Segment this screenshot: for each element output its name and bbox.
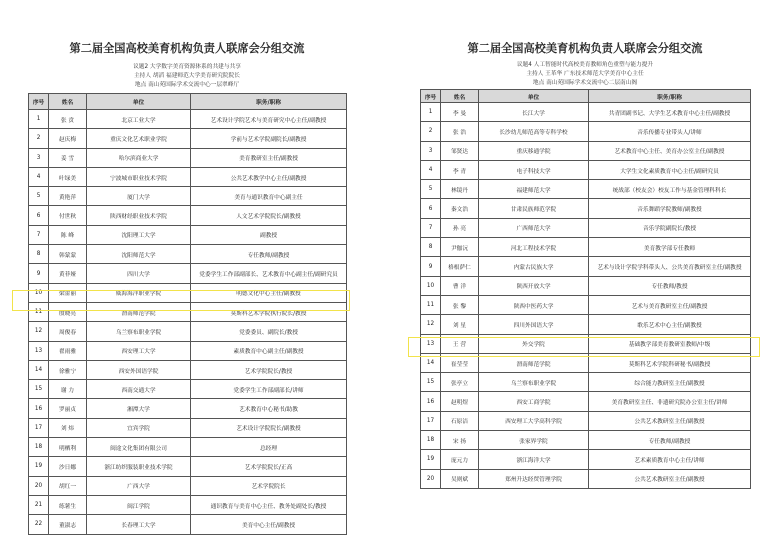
person-name-cell: 赵庆梅 <box>49 129 87 148</box>
table-row <box>421 141 751 160</box>
position-title-cell: 莫斯科艺术学院执行院长/教授 <box>191 302 347 321</box>
position-title-cell: 艺术学院院长 <box>191 476 347 495</box>
row-number-cell: 19 <box>29 457 49 476</box>
table-row <box>29 476 347 495</box>
organization-cell: 乌兰察布职业学院 <box>87 322 191 341</box>
table-row <box>29 167 347 186</box>
organization-cell: 湘潭大学 <box>87 399 191 418</box>
row-number-cell: 20 <box>421 469 441 488</box>
table-row <box>29 341 347 360</box>
row-number-cell: 4 <box>421 160 441 179</box>
organization-cell: 威海海洋职业学院 <box>87 283 191 302</box>
row-number-cell: 7 <box>29 225 49 244</box>
position-title-cell: 党委委员、副院长/教授 <box>191 322 347 341</box>
person-name-cell: 陈 峰 <box>49 225 87 244</box>
table-header-row <box>421 90 751 103</box>
person-name-cell: 叶绿美 <box>49 167 87 186</box>
organization-cell: 陕西开放大学 <box>479 276 589 295</box>
person-name-cell: 崔莹莹 <box>441 353 479 372</box>
organization-cell: 陕西财经职业技术学院 <box>87 206 191 225</box>
row-number-cell: 7 <box>421 218 441 237</box>
table-row <box>421 315 751 334</box>
organization-cell: 渭南师范学院 <box>479 353 589 372</box>
organization-cell: 西安外国语学院 <box>87 360 191 379</box>
position-title-cell: 歌乐艺术中心主任/副教授 <box>589 315 751 334</box>
organization-cell: 四川外国语大学 <box>479 315 589 334</box>
table-row <box>29 302 347 321</box>
person-name-cell: 王 营 <box>441 334 479 353</box>
organization-cell: 厦门大学 <box>87 187 191 206</box>
person-name-cell: 明栖利 <box>49 438 87 457</box>
organization-cell: 哈尔滨商业大学 <box>87 148 191 167</box>
right-topic: 议题4 人工智能时代高校美育教师角色重塑与能力提升 <box>516 62 654 68</box>
organization-cell: 闽江学院 <box>87 495 191 514</box>
table-row <box>421 334 751 353</box>
person-name-cell: 殷晓亮 <box>49 302 87 321</box>
row-number-cell: 1 <box>29 110 49 129</box>
table-row <box>29 418 347 437</box>
row-number-cell: 13 <box>421 334 441 353</box>
person-name-cell: 格根萨仁 <box>441 257 479 276</box>
position-title-cell: 专任教师/副教授 <box>589 431 751 450</box>
person-name-cell: 吴则斌 <box>441 469 479 488</box>
row-number-cell: 19 <box>421 450 441 469</box>
position-title-cell: 副教授 <box>191 225 347 244</box>
position-title-cell: 艺术与设计学院学科带头人、公共美育教研室主任/副教授 <box>589 257 751 276</box>
row-number-cell: 4 <box>29 167 49 186</box>
position-title-cell: 专任教师/教授 <box>589 276 751 295</box>
position-title-cell: 党委学生工作部副部长、艺术教育中心副主任/副研究员 <box>191 264 347 283</box>
organization-cell: 北京工业大学 <box>87 110 191 129</box>
table-row <box>421 160 751 179</box>
position-title-cell: 美育教学部专任教师 <box>589 238 751 257</box>
position-title-cell: 艺术与美育教研室主任/副教授 <box>589 295 751 314</box>
organization-cell: 重庆文化艺术职业学院 <box>87 129 191 148</box>
person-name-cell: 秦文浩 <box>441 199 479 218</box>
person-name-cell: 曹 洋 <box>441 276 479 295</box>
row-number-cell: 2 <box>421 122 441 141</box>
table-row <box>421 295 751 314</box>
position-title-cell: 党委学生工作部副部长/讲师 <box>191 380 347 399</box>
row-number-cell: 9 <box>421 257 441 276</box>
organization-cell: 郑州升达经贸管理学院 <box>479 469 589 488</box>
table-row <box>29 206 347 225</box>
person-name-cell: 孙 亮 <box>441 218 479 237</box>
position-title-cell: 通识教育与美育中心主任、教务处副处长/教授 <box>191 495 347 514</box>
row-number-cell: 13 <box>29 341 49 360</box>
position-title-cell: 大学生文化素质教育中心主任/副研究员 <box>589 160 751 179</box>
table-row <box>421 122 751 141</box>
position-title-cell: 艺术学院院长/教授 <box>191 360 347 379</box>
position-title-cell: 明德文化中心主任/副教授 <box>191 283 347 302</box>
right-venue: 地点 南山苑国际学术交流中心二层南山阁 <box>532 80 638 86</box>
table-row <box>29 110 347 129</box>
position-title-cell: 艺术设计学院院长/副教授 <box>191 418 347 437</box>
person-name-cell: 林镜丹 <box>441 180 479 199</box>
person-name-cell: 练薯生 <box>49 495 87 514</box>
organization-cell: 长春理工大学 <box>87 515 191 534</box>
row-number-cell: 16 <box>421 392 441 411</box>
row-number-cell: 11 <box>421 295 441 314</box>
row-number-cell: 21 <box>29 495 49 514</box>
table-row <box>421 373 751 392</box>
row-number-cell: 14 <box>421 353 441 372</box>
person-name-cell: 董淑志 <box>49 515 87 534</box>
position-title-cell: 学前与艺术学院副院长/副教授 <box>191 129 347 148</box>
row-number-cell: 15 <box>421 373 441 392</box>
position-title-cell: 公共艺术教研室主任/副教授 <box>589 411 751 430</box>
row-number-cell: 10 <box>421 276 441 295</box>
table-row <box>29 457 347 476</box>
organization-cell: 沈阳理工大学 <box>87 225 191 244</box>
row-number-cell: 2 <box>29 129 49 148</box>
organization-cell: 甘肃民族师范学院 <box>479 199 589 218</box>
table-row <box>421 431 751 450</box>
person-name-cell: 姜 雪 <box>49 148 87 167</box>
position-title-cell: 素质教育中心副主任/副教授 <box>191 341 347 360</box>
organization-cell: 宁波城市职业技术学院 <box>87 167 191 186</box>
person-name-cell: 梁蕾丽 <box>49 283 87 302</box>
person-name-cell: 邹贤达 <box>441 141 479 160</box>
person-name-cell: 翟雨雅 <box>49 341 87 360</box>
table-row <box>29 515 347 534</box>
position-title-cell: 艺术教育中心主任、美育办公室主任/副教授 <box>589 141 751 160</box>
row-number-cell: 17 <box>29 418 49 437</box>
person-name-cell: 庞元力 <box>441 450 479 469</box>
row-number-cell: 3 <box>29 148 49 167</box>
person-name-cell: 张 贲 <box>49 110 87 129</box>
column-header: 序号 <box>421 90 441 103</box>
person-name-cell: 付世秋 <box>49 206 87 225</box>
position-title-cell: 专任教师/副教授 <box>191 245 347 264</box>
position-title-cell: 公共艺术教学中心主任/副教授 <box>191 167 347 186</box>
row-number-cell: 17 <box>421 411 441 430</box>
row-number-cell: 6 <box>421 199 441 218</box>
person-name-cell: 张 浩 <box>441 122 479 141</box>
table-row <box>421 469 751 488</box>
row-number-cell: 20 <box>29 476 49 495</box>
person-name-cell: 徐雅宁 <box>49 360 87 379</box>
row-number-cell: 5 <box>29 187 49 206</box>
left-topic: 议题2 大学数字美育资源体系的共建与共享 <box>133 64 241 70</box>
position-title-cell: 基础教学部美育教研室教师/中级 <box>589 334 751 353</box>
organization-cell: 闽途文化集团有限公司 <box>87 438 191 457</box>
row-number-cell: 12 <box>29 322 49 341</box>
table-row <box>421 180 751 199</box>
column-header: 序号 <box>29 94 49 110</box>
row-number-cell: 14 <box>29 360 49 379</box>
row-number-cell: 16 <box>29 399 49 418</box>
table-row <box>29 245 347 264</box>
position-title-cell: 音乐传播专业带头人/讲师 <box>589 122 751 141</box>
organization-cell: 西安理工大学高科学院 <box>479 411 589 430</box>
person-name-cell: 李 青 <box>441 160 479 179</box>
organization-cell: 西安理工大学 <box>87 341 191 360</box>
table-row <box>421 276 751 295</box>
table-row <box>29 322 347 341</box>
person-name-cell: 宋 扬 <box>441 431 479 450</box>
person-name-cell: 黄菲娅 <box>49 264 87 283</box>
table-row <box>29 187 347 206</box>
person-name-cell: 赵明煜 <box>441 392 479 411</box>
row-number-cell: 1 <box>421 103 441 122</box>
person-name-cell: 李 曼 <box>441 103 479 122</box>
table-row <box>421 392 751 411</box>
column-header: 职务/职称 <box>191 94 347 110</box>
organization-cell: 张家界学院 <box>479 431 589 450</box>
position-title-cell: 艺术素质教育中心主任/讲师 <box>589 450 751 469</box>
position-title-cell: 美育中心主任/副教授 <box>191 515 347 534</box>
row-number-cell: 5 <box>421 180 441 199</box>
organization-cell: 重庆移通学院 <box>479 141 589 160</box>
position-title-cell: 艺术设计学院艺术与美育研究中心主任/副教授 <box>191 110 347 129</box>
person-name-cell: 张 黎 <box>441 295 479 314</box>
column-header: 姓名 <box>441 90 479 103</box>
row-number-cell: 9 <box>29 264 49 283</box>
person-name-cell: 刘 星 <box>441 315 479 334</box>
column-header: 单位 <box>479 90 589 103</box>
row-number-cell: 18 <box>29 438 49 457</box>
person-name-cell: 罗丽贞 <box>49 399 87 418</box>
position-title-cell: 综合能力教研室主任/副教授 <box>589 373 751 392</box>
row-number-cell: 3 <box>421 141 441 160</box>
table-row <box>421 411 751 430</box>
table-row <box>29 495 347 514</box>
table-row <box>421 353 751 372</box>
row-number-cell: 22 <box>29 515 49 534</box>
position-title-cell: 人文艺术学院院长/副教授 <box>191 206 347 225</box>
table-row <box>421 199 751 218</box>
person-name-cell: 黄艳萍 <box>49 187 87 206</box>
table-row <box>29 360 347 379</box>
position-title-cell: 共青团副书记、大学生艺术教育中心主任/副教授 <box>589 103 751 122</box>
organization-cell: 广西师范大学 <box>479 218 589 237</box>
person-name-cell: 谢 力 <box>49 380 87 399</box>
table-row <box>421 103 751 122</box>
organization-cell: 陕西中医药大学 <box>479 295 589 314</box>
position-title-cell: 统战部（校友会）校友工作与基金管理科科长 <box>589 180 751 199</box>
person-name-cell: 刘 炜 <box>49 418 87 437</box>
left-title: 第二届全国高校美育机构负责人联席会分组交流 <box>69 41 305 55</box>
row-number-cell: 18 <box>421 431 441 450</box>
table-row <box>421 218 751 237</box>
organization-cell: 福建师范大学 <box>479 180 589 199</box>
row-number-cell: 8 <box>29 245 49 264</box>
position-title-cell: 莫斯科艺术学院科研秘书/副教授 <box>589 353 751 372</box>
row-number-cell: 15 <box>29 380 49 399</box>
right-host: 主持人 王革华 广东技术师范大学美育中心主任 <box>526 71 644 77</box>
right-title: 第二届全国高校美育机构负责人联席会分组交流 <box>467 41 703 55</box>
left-participant-table <box>28 93 347 535</box>
row-number-cell: 10 <box>29 283 49 302</box>
position-title-cell: 美育教研室主任、非遗研究院办公室主任/讲师 <box>589 392 751 411</box>
table-row <box>29 380 347 399</box>
table-row <box>29 399 347 418</box>
person-name-cell: 张亭立 <box>441 373 479 392</box>
table-row <box>29 225 347 244</box>
person-name-cell: 韩蒙蒙 <box>49 245 87 264</box>
row-number-cell: 12 <box>421 315 441 334</box>
person-name-cell: 石原洁 <box>441 411 479 430</box>
position-title-cell: 音乐舞蹈学院教师/副教授 <box>589 199 751 218</box>
column-header: 姓名 <box>49 94 87 110</box>
organization-cell: 长沙幼儿师范高等专科学校 <box>479 122 589 141</box>
right-participant-table <box>420 89 751 489</box>
organization-cell: 浙江纺织服装职业技术学院 <box>87 457 191 476</box>
table-row <box>29 438 347 457</box>
organization-cell: 四川大学 <box>87 264 191 283</box>
organization-cell: 西安工商学院 <box>479 392 589 411</box>
organization-cell: 电子科技大学 <box>479 160 589 179</box>
organization-cell: 沈阳师范大学 <box>87 245 191 264</box>
table-row <box>29 264 347 283</box>
table-row <box>421 450 751 469</box>
position-title-cell: 音乐学院副院长/教授 <box>589 218 751 237</box>
organization-cell: 河北工程技术学院 <box>479 238 589 257</box>
position-title-cell: 美育与通识教育中心副主任 <box>191 187 347 206</box>
person-name-cell: 胡红一 <box>49 476 87 495</box>
row-number-cell: 6 <box>29 206 49 225</box>
position-title-cell: 美育教研室主任/副教授 <box>191 148 347 167</box>
organization-cell: 广西大学 <box>87 476 191 495</box>
person-name-cell: 周俊春 <box>49 322 87 341</box>
person-name-cell: 尹伽沅 <box>441 238 479 257</box>
table-row <box>29 283 347 302</box>
position-title-cell: 艺术学院院长/正高 <box>191 457 347 476</box>
position-title-cell: 总经理 <box>191 438 347 457</box>
organization-cell: 内蒙古民族大学 <box>479 257 589 276</box>
organization-cell: 渭南师范学院 <box>87 302 191 321</box>
table-row <box>421 238 751 257</box>
column-header: 职务/职称 <box>589 90 751 103</box>
organization-cell: 乌兰察布职业学院 <box>479 373 589 392</box>
table-header-row <box>29 94 347 110</box>
organization-cell: 宜宾学院 <box>87 418 191 437</box>
position-title-cell: 公共艺术教研室主任/副教授 <box>589 469 751 488</box>
table-row <box>29 148 347 167</box>
position-title-cell: 艺术教育中心秘书/助教 <box>191 399 347 418</box>
table-row <box>29 129 347 148</box>
organization-cell: 外交学院 <box>479 334 589 353</box>
organization-cell: 西南交通大学 <box>87 380 191 399</box>
organization-cell: 浙江海洋大学 <box>479 450 589 469</box>
column-header: 单位 <box>87 94 191 110</box>
left-host: 主持人 胡滔 福建师范大学美育研究院院长 <box>134 73 240 79</box>
row-number-cell: 8 <box>421 238 441 257</box>
organization-cell: 长江大学 <box>479 103 589 122</box>
left-venue: 地点 南山苑国际学术交流中心一层翠峰厅 <box>134 82 240 88</box>
row-number-cell: 11 <box>29 302 49 321</box>
person-name-cell: 沙日娜 <box>49 457 87 476</box>
table-row <box>421 257 751 276</box>
